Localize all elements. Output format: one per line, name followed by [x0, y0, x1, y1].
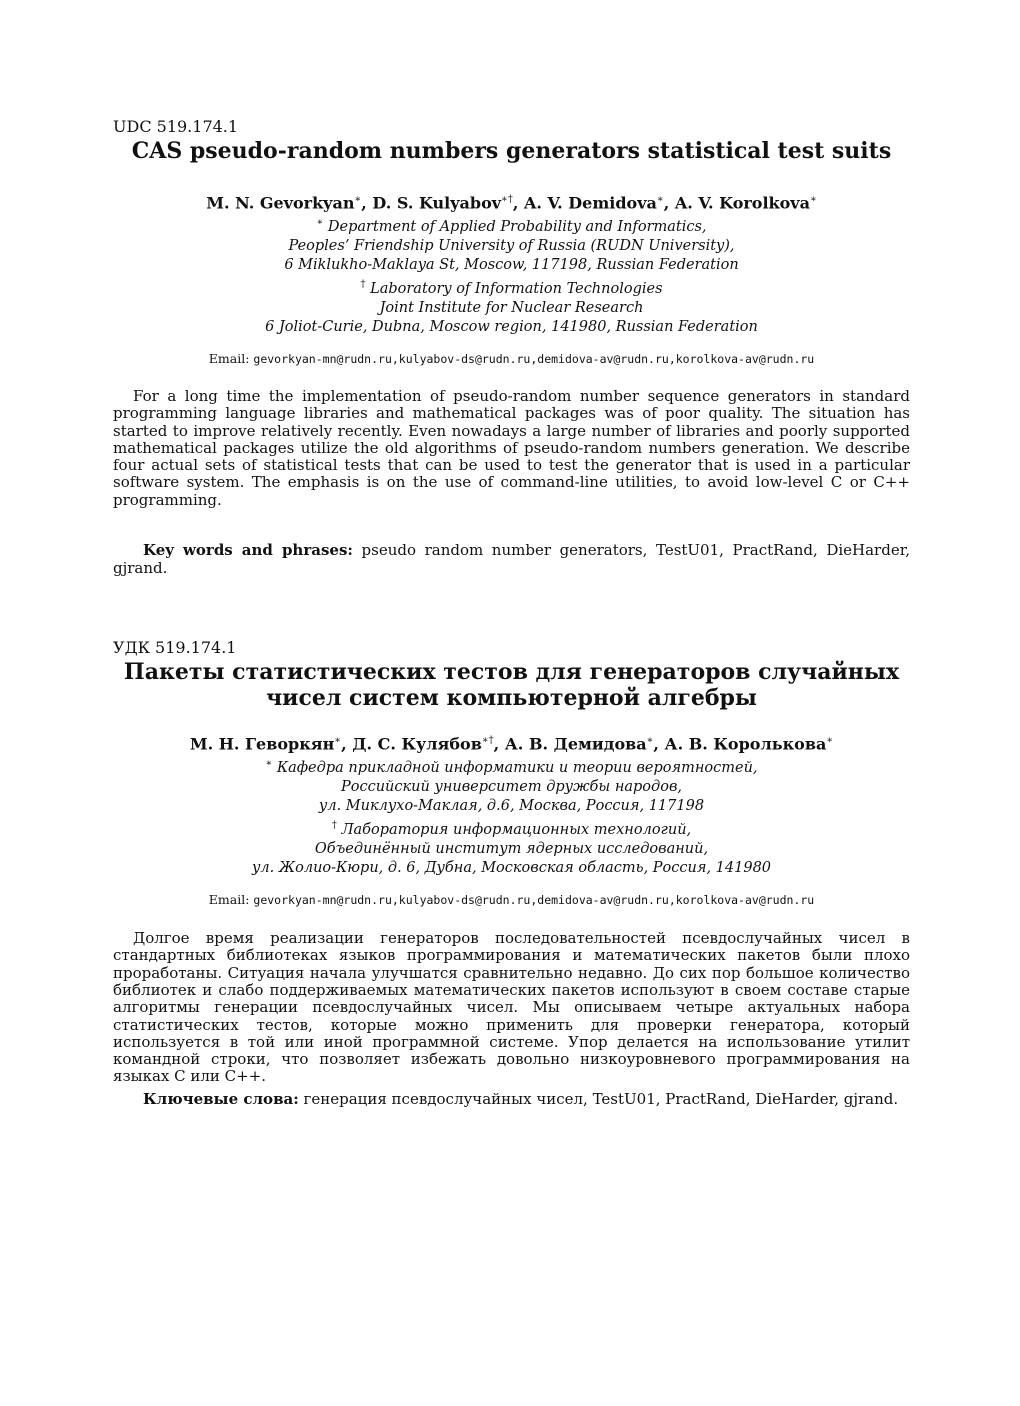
affiliation-line: 6 Miklukho-Maklaya St, Moscow, 117198, Russian Federation: [284, 257, 739, 274]
author-name: A. V. Demidova: [523, 193, 657, 213]
author-name: А. В. Королькова: [664, 734, 827, 754]
author-mark: ∗: [809, 194, 817, 205]
affiliation-text: Laboratory of Information Technologies: [370, 280, 663, 297]
affiliation-line: Объединённый институт ядерных исследований,: [314, 841, 709, 858]
email-line-ru: [113, 892, 910, 908]
abstract-en: For a long time the implementation of pseudo-random number sequence generators in standard programming language libraries and mathematical packages was of poor quality. The situation has started to improve relatively recently. Even nowadays a large number of libraries and poorly supported mathematical packages utilize the old algorithms of pseudo-random numbers generation. We describe four actual sets of statistical tests that can be used to test the generator that is used in a particular software system. The emphasis is on the use of command-line utilities, to avoid low-level C or C++ programming.: [113, 386, 910, 509]
keywords-label: Key words and phrases:: [143, 541, 353, 560]
authors-ru: М. Н. Геворкян∗, Д. С. Кулябов∗†, А. В. Демидова∗, А. В. Королькова∗: [189, 734, 834, 754]
affiliation-line: [113, 213, 910, 237]
email-label: Email:: [208, 892, 250, 908]
affiliation-line: 6 Joliot-Curie, Dubna, Moscow region, 141980, Russian Federation: [265, 318, 758, 335]
author-mark: ∗: [354, 194, 362, 205]
author-mark: ∗: [334, 735, 342, 747]
udc-en: UDC 519.174.1: [113, 117, 239, 136]
affiliation-line: [113, 275, 910, 299]
affiliation-line: [113, 816, 910, 840]
affiliation-line: [113, 754, 910, 778]
affiliation-line: ул. Жолио-Кюри, д. 6, Дубна, Московская область, Россия, 141980: [251, 860, 772, 877]
title-ru: [113, 659, 910, 711]
affiliation-mark: ∗: [316, 217, 324, 229]
author-mark: ∗†: [501, 194, 513, 205]
abstract-ru: Долгое время реализации генераторов последовательностей псевдослучайных чисел в стандартных библиотеках языков программирования и математических пакетов были плохо проработаны. Ситуация начала улучшатся сравнительно недавно. До сих пор большое количество библиотек и слабо поддерживаемых математических пакетов используют в своем составе старые алгоритмы генерации псевдослучайных чисел. Мы описываем четыре актуальных набора статистических тестов, которые можно применить для проверки генератора, который используется в той или иной программной системе. Упор делается на использование утилит командной строки, что позволяет избежать довольно низкоуровневого программирования на языках C или C++.: [113, 929, 910, 1086]
keywords-ru: [113, 1090, 910, 1108]
author-name: М. Н. Геворкян: [189, 734, 335, 754]
author-mark: ∗: [826, 735, 834, 747]
affiliations-en: [113, 213, 910, 337]
author-mark: ∗: [646, 735, 654, 747]
author-name: А. В. Демидова: [504, 734, 647, 754]
author-mark: ∗†: [481, 735, 494, 747]
affiliation-text: Кафедра прикладной информатики и теории вероятностей,: [276, 760, 758, 777]
title-line: чисел систем компьютерной алгебры: [266, 685, 757, 712]
affiliations-ru: [113, 754, 910, 878]
title-en: CAS pseudo-random numbers generators statistical test suits: [131, 138, 892, 164]
author-mark: ∗: [656, 194, 664, 205]
udc-ru: УДК 519.174.1: [113, 638, 237, 658]
author-name: M. N. Gevorkyan: [206, 193, 355, 213]
affiliation-text: Лаборатория информационных технологий,: [341, 822, 692, 839]
affiliation-line: ул. Миклухо-Маклая, д.6, Москва, Россия, 117198: [318, 798, 705, 815]
email-addresses[interactable]: gevorkyan-mn@rudn.ru,kulyabov-ds@rudn.ru,demidova-av@rudn.ru,korolkova-av@rudn.ru: [253, 351, 815, 366]
keywords-label: Ключевые слова:: [143, 1089, 299, 1108]
keywords-text: генерация псевдослучайных чисел, TestU01, PractRand, DieHarder, gjrand.: [303, 1089, 899, 1108]
authors-en: M. N. Gevorkyan∗, D. S. Kulyabov∗†, A. V. Demidova∗, A. V. Korolkova∗: [206, 193, 817, 213]
email-label: Email:: [208, 350, 250, 366]
paper-page: [113, 118, 910, 1108]
affiliation-mark: ∗: [265, 758, 273, 770]
affiliation-line: Joint Institute for Nuclear Research: [379, 299, 644, 316]
affiliation-text: Department of Applied Probability and Informatics,: [327, 219, 707, 236]
author-name: Д. С. Кулябов: [352, 734, 482, 754]
affiliation-line: Peoples’ Friendship University of Russia (RUDN University),: [288, 238, 735, 255]
author-name: D. S. Kulyabov: [372, 193, 502, 213]
title-line: Пакеты статистических тестов для генераторов случайных: [123, 659, 900, 686]
affiliation-mark: †: [331, 820, 337, 832]
email-addresses[interactable]: gevorkyan-mn@rudn.ru,kulyabov-ds@rudn.ru,demidova-av@rudn.ru,korolkova-av@rudn.ru: [253, 893, 815, 908]
keywords-en: [113, 541, 910, 577]
keywords-text: pseudo random number generators, TestU01, PractRand, DieHarder, gjrand.: [113, 541, 910, 578]
affiliation-line: Российский университет дружбы народов,: [340, 779, 683, 796]
email-line-en: [113, 351, 910, 367]
author-name: A. V. Korolkova: [674, 193, 810, 213]
affiliation-mark: †: [360, 279, 366, 291]
